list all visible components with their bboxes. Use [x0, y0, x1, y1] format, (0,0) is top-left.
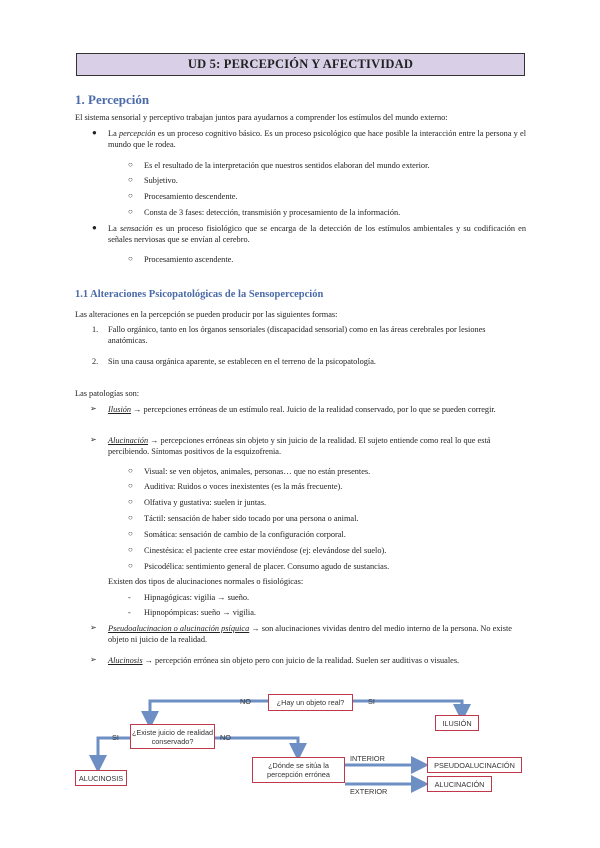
label-si: SI — [112, 733, 119, 742]
sub-bullet-icon: ○ — [128, 513, 133, 522]
result-alucinosis: ALUCINOSIS — [75, 770, 127, 786]
question-objeto-real: ¿Hay un objeto real? — [268, 694, 353, 711]
sub-item: Cinestésica: el paciente cree estar moviéndose (ej: elevándose del suelo). — [144, 546, 387, 555]
result-ilusion: ILUSIÓN — [435, 715, 479, 731]
list-number: 1. — [92, 325, 99, 334]
arrow-bullet-icon: ➢ — [90, 435, 97, 444]
label-interior: INTERIOR — [350, 754, 385, 763]
item-alucinacion: Alucinación → percepciones erróneas sin objeto y sin juicio de la realidad. El sujeto entiende como real lo que está percibiendo. Síntomas positivos de la esquizofrenia. — [108, 436, 491, 456]
label-si: SI — [368, 697, 375, 706]
list-number: 2. — [92, 357, 99, 366]
sub-bullet-icon: ○ — [128, 207, 133, 216]
bullet-sensacion: La sensación es un proceso fisiológico que se encarga de la detección de los estímulos ambientales y su codificación en señales nerviosas que se envían al cerebro. — [108, 224, 527, 244]
sub-item: Subjetivo. — [144, 176, 178, 185]
item-alucinosis: Alucinosis → percepción errónea sin objeto pero con juicio de la realidad. Suelen ser auditivas o visuales. — [108, 656, 460, 665]
sub-item: Olfativa y gustativa: suelen ir juntas. — [144, 498, 267, 507]
list-item: Fallo orgánico, tanto en los órganos sensoriales (discapacidad sensorial) como en las áreas cerebrales por lesiones anatómicas. — [108, 325, 486, 345]
result-alucinacion: ALUCINACIÓN — [427, 776, 492, 792]
sub-item: Es el resultado de la interpretación que nuestros sentidos elaboran del mundo exterior. — [144, 161, 430, 170]
item-pseudoalucinacion: Pseudoalucinacion o alucinación psíquica → son alucinaciones vividas dentro del medio interno de la persona. No existe objeto ni juicio de la realidad. — [108, 624, 512, 644]
bullet-dot-icon: ● — [92, 223, 97, 232]
sub-bullet-icon: ○ — [128, 254, 133, 263]
sub-item: Visual: se ven objetos, animales, personas… que no están presentes. — [144, 467, 371, 476]
sub-bullet-icon: ○ — [128, 466, 133, 475]
sub-item: Procesamiento descendente. — [144, 192, 238, 201]
question-donde-percepcion: ¿Dónde se sitúa la percepción errónea — [252, 757, 345, 783]
label-no: NO — [240, 697, 251, 706]
types-intro: Existen dos tipos de alucinaciones normales o fisiológicas: — [108, 577, 304, 586]
sub-bullet-icon: ○ — [128, 529, 133, 538]
sub-bullet-icon: ○ — [128, 545, 133, 554]
bullet-dot-icon: ● — [92, 128, 97, 137]
arrow-bullet-icon: ➢ — [90, 655, 97, 664]
sub-bullet-icon: ○ — [128, 160, 133, 169]
section-heading-alteraciones: 1.1 Alteraciones Psicopatológicas de la Sensopercepción — [75, 289, 324, 300]
sub-bullet-icon: ○ — [128, 561, 133, 570]
sub-bullet-icon: ○ — [128, 481, 133, 490]
section-heading-perception: 1. Percepción — [75, 92, 150, 107]
label-exterior: EXTERIOR — [350, 787, 388, 796]
pathologies-intro: Las patologías son: — [75, 389, 140, 398]
list-item: Sin una causa orgánica aparente, se establecen en el terreno de la psicopatología. — [108, 357, 376, 366]
item-ilusion: Ilusión → percepciones erróneas de un estímulo real. Juicio de la realidad conservado, por lo que se pueden corregir. — [108, 405, 496, 414]
arrow-bullet-icon: ➢ — [90, 404, 97, 413]
sub-item: Procesamiento ascendente. — [144, 255, 234, 264]
sub-item: Somática: sensación de cambio de la configuración corporal. — [144, 530, 346, 539]
sub-bullet-icon: ○ — [128, 191, 133, 200]
type-item: Hipnopómpicas: sueño → vigilia. — [144, 608, 256, 617]
sub-bullet-icon: ○ — [128, 497, 133, 506]
sub-item: Auditiva: Ruidos o voces inexistentes (es la más frecuente). — [144, 482, 343, 491]
label-no: NO — [220, 733, 231, 742]
sub-item: Consta de 3 fases: detección, transmisión y procesamiento de la información. — [144, 208, 401, 217]
section-intro: Las alteraciones en la percepción se pueden producir por las siguientes formas: — [75, 310, 338, 319]
sub-item: Táctil: sensación de haber sido tocado por una persona o animal. — [144, 514, 359, 523]
dash-bullet: - — [128, 593, 131, 602]
type-item: Hipnagógicas: vigilia → sueño. — [144, 593, 250, 602]
document-title: UD 5: PERCEPCIÓN Y AFECTIVIDAD — [76, 53, 525, 76]
bullet-percepcion: La percepción es un proceso cognitivo básico. Es un proceso psicológico que hace posible la interacción entre la persona y el mundo que le rodea. — [108, 129, 527, 149]
sub-item: Psicodélica: sentimiento general de placer. Consumo agudo de sustancias. — [144, 562, 390, 571]
section-intro: El sistema sensorial y perceptivo trabajan juntos para ayudarnos a comprender los estímulos del mundo externo: — [75, 113, 448, 122]
arrow-bullet-icon: ➢ — [90, 623, 97, 632]
question-juicio-realidad: ¿Existe juicio de realidad conservado? — [130, 724, 215, 749]
sub-bullet-icon: ○ — [128, 175, 133, 184]
dash-bullet: - — [128, 608, 131, 617]
result-pseudoalucinacion: PSEUDOALUCINACIÓN — [427, 757, 522, 773]
